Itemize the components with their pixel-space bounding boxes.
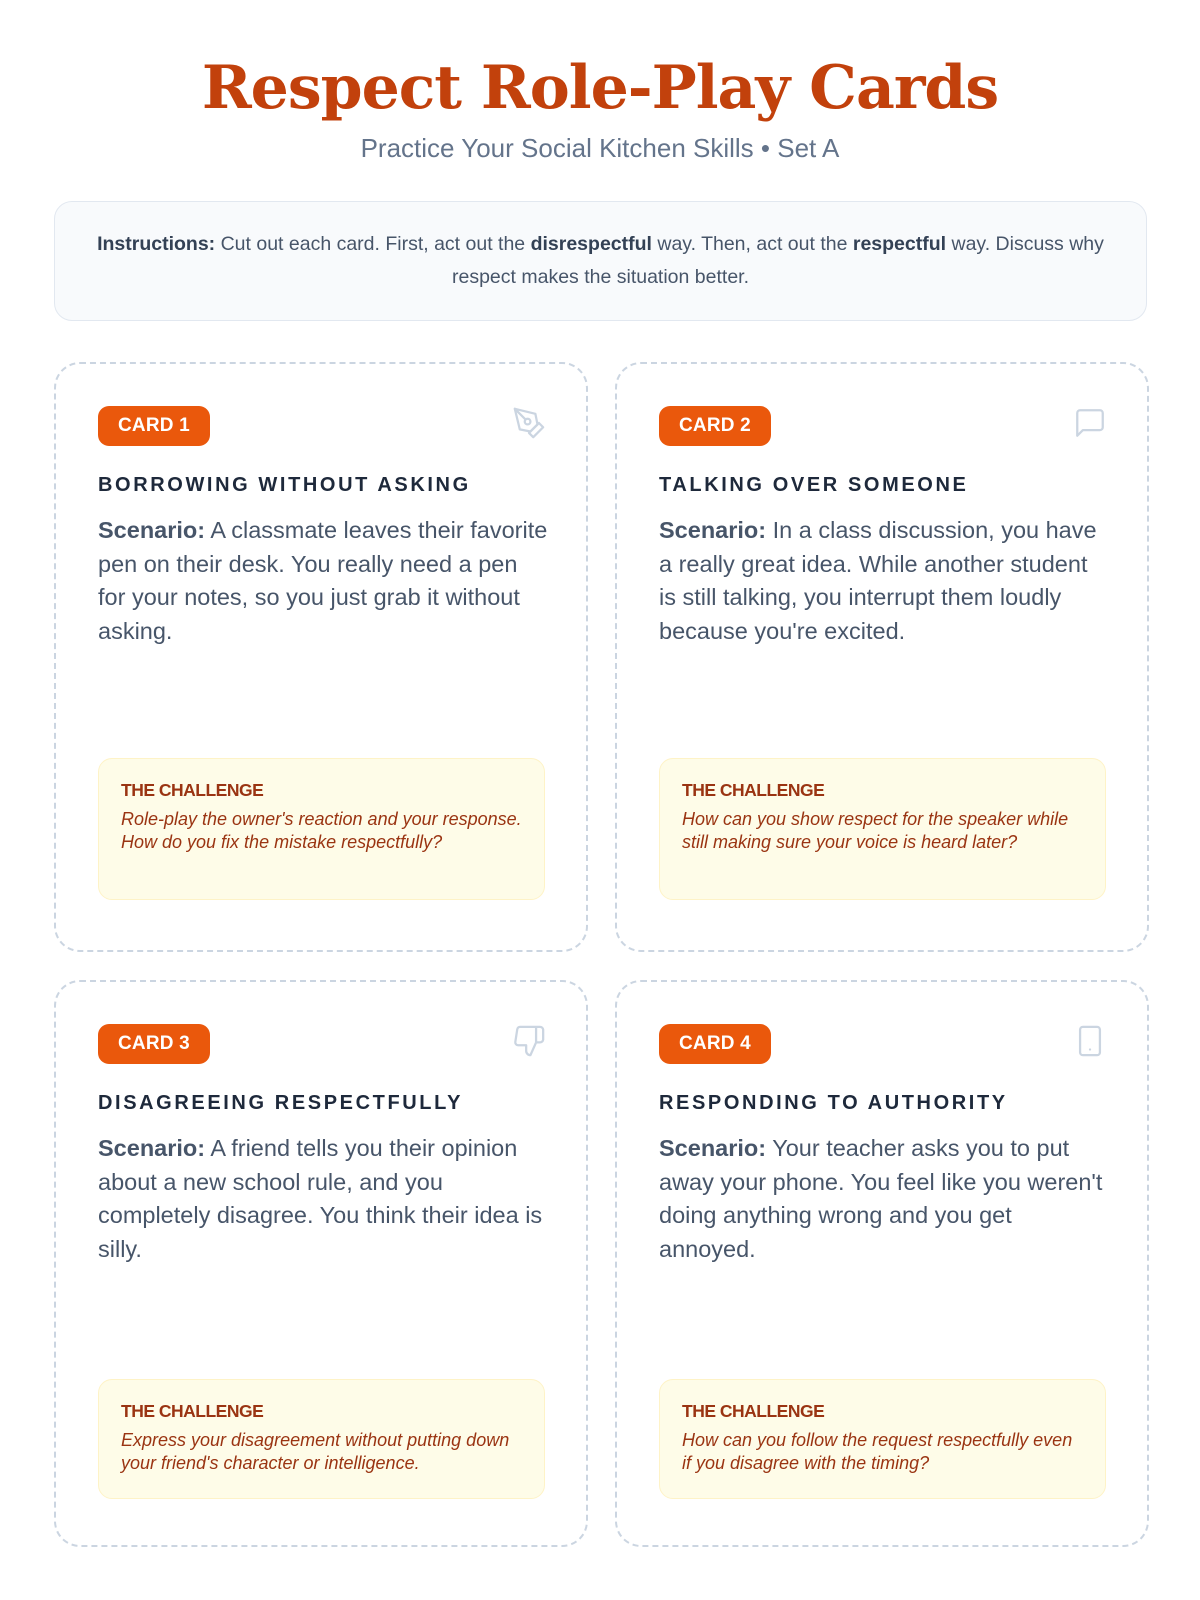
card-3 — [54, 980, 588, 1547]
challenge-text: Express your disagreement without putting down your friend's character or intelligence. — [121, 1430, 510, 1473]
phone-icon — [1073, 1024, 1107, 1058]
challenge-text: Role-play the owner's reaction and your response. How do you fix the mistake respectfully? — [121, 809, 522, 852]
page-subtitle: Practice Your Social Kitchen Skills • Set A — [360, 133, 840, 163]
card-scenario — [98, 514, 548, 648]
scenario-label: Scenario: — [659, 1135, 767, 1161]
instructions-label: Instructions: — [97, 233, 216, 255]
challenge-text: How can you show respect for the speaker while still making sure your voice is heard later? — [682, 809, 1069, 852]
card-scenario — [98, 1132, 548, 1266]
challenge-label: THE CHALLENGE — [682, 1401, 825, 1421]
instructions-disrespectful: disrespectful — [530, 233, 652, 255]
card-4 — [615, 980, 1149, 1547]
challenge-box — [659, 1379, 1106, 1499]
challenge-label: THE CHALLENGE — [121, 780, 264, 800]
challenge-label: THE CHALLENGE — [121, 1401, 264, 1421]
instructions-respectful: respectful — [852, 233, 947, 255]
instructions-text — [95, 228, 1106, 294]
card-badge: CARD 1 — [98, 406, 210, 446]
instructions-part-2: way. Then, act out the — [651, 233, 853, 255]
instructions-part-1: Cut out each card. First, act out the — [215, 233, 531, 255]
pen-tool-icon — [512, 406, 546, 440]
challenge-box — [98, 758, 545, 900]
card-2 — [615, 362, 1149, 952]
card-badge: CARD 2 — [659, 406, 771, 446]
challenge-box — [659, 758, 1106, 900]
card-title: DISAGREEING RESPECTFULLY — [98, 1092, 464, 1114]
scenario-text: A friend tells you their opinion about a new school rule, and you completely disagree. You think their idea is silly. — [98, 1135, 543, 1262]
card-title: TALKING OVER SOMEONE — [659, 474, 969, 496]
scenario-text: A classmate leaves their favorite pen on their desk. You really need a pen for your notes, so you just grab it without asking. — [98, 517, 548, 644]
page-title: Respect Role-Play Cards — [201, 53, 999, 123]
challenge-label: THE CHALLENGE — [682, 780, 825, 800]
scenario-label: Scenario: — [659, 517, 767, 543]
instructions-box — [54, 201, 1147, 321]
scenario-text: In a class discussion, you have a really great idea. While another student is still talking, you interrupt them loudly because you're excited. — [659, 517, 1097, 644]
card-scenario — [659, 1132, 1109, 1266]
scenario-label: Scenario: — [98, 1135, 206, 1161]
scenario-label: Scenario: — [98, 517, 206, 543]
card-grid — [54, 362, 1147, 1547]
challenge-text: How can you follow the request respectfully even if you disagree with the timing? — [682, 1430, 1073, 1473]
card-scenario — [659, 514, 1109, 648]
thumbs-down-icon — [512, 1024, 546, 1058]
card-badge: CARD 3 — [98, 1024, 210, 1064]
instructions-part-3: way. Discuss why respect makes the situation better. — [452, 233, 1104, 288]
challenge-box — [98, 1379, 545, 1499]
card-title: BORROWING WITHOUT ASKING — [98, 474, 471, 496]
card-title: RESPONDING TO AUTHORITY — [659, 1092, 1008, 1114]
card-1 — [54, 362, 588, 952]
speech-bubble-icon — [1073, 406, 1107, 440]
card-badge: CARD 4 — [659, 1024, 771, 1064]
page-header — [0, 52, 1200, 164]
scenario-text: Your teacher asks you to put away your phone. You feel like you weren't doing anything wrong and you get annoyed. — [659, 1135, 1103, 1262]
